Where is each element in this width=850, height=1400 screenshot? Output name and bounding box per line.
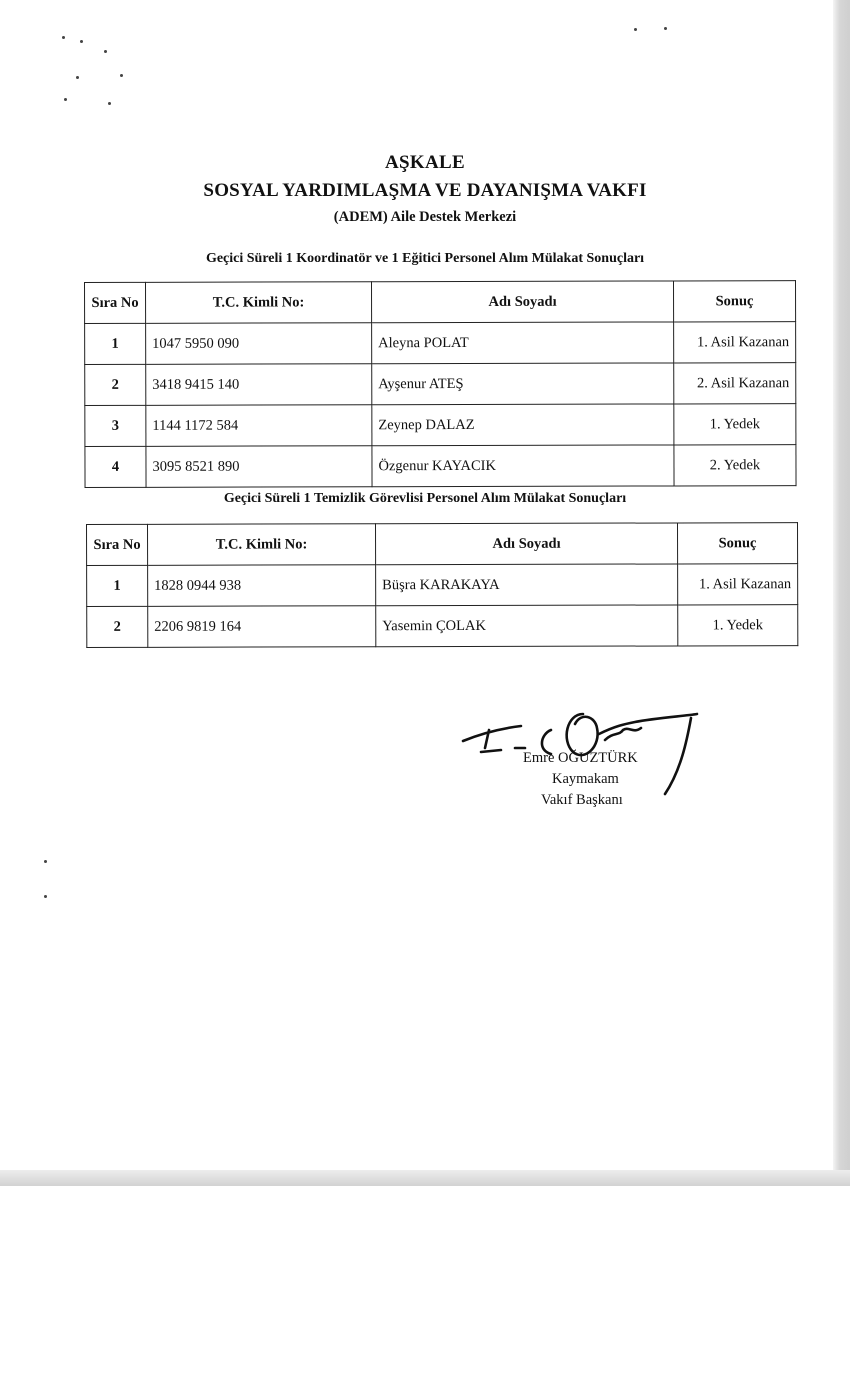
scan-speck xyxy=(80,40,83,43)
row-result: 1. Asil Kazanan xyxy=(674,322,796,363)
table-row xyxy=(85,363,796,406)
scan-speck xyxy=(634,28,637,31)
table1-caption: Geçici Süreli 1 Koordinatör ve 1 Eğitici Personel Alım Mülakat Sonuçları xyxy=(205,251,645,266)
scan-speck xyxy=(44,895,47,898)
row-id: 1047 5950 090 xyxy=(146,323,372,365)
col-header-id: T.C. Kimli No: xyxy=(148,524,376,566)
scan-edge-right xyxy=(833,0,850,1185)
table-row xyxy=(87,564,798,607)
scan-speck xyxy=(108,102,111,105)
results-table-coordinator xyxy=(84,280,797,488)
heading-center: (ADEM) Aile Destek Merkezi xyxy=(333,209,517,225)
row-order: 2 xyxy=(85,364,146,405)
col-header-name: Adı Soyadı xyxy=(376,523,678,565)
handwritten-signature xyxy=(455,700,705,810)
table-header-row xyxy=(85,281,796,324)
row-name: Büşra KARAKAYA xyxy=(376,564,678,606)
row-order: 1 xyxy=(85,323,146,364)
row-result: 1. Yedek xyxy=(674,404,796,445)
row-id: 1828 0944 938 xyxy=(148,565,376,607)
scan-edge-bottom xyxy=(0,1170,850,1186)
row-name: Özgenur KAYACIK xyxy=(372,445,674,487)
table2-caption: Geçici Süreli 1 Temizlik Görevlisi Personel Alım Mülakat Sonuçları xyxy=(223,491,627,506)
table-row xyxy=(85,322,796,365)
signatory-title: Kaymakam xyxy=(552,771,619,787)
scan-speck xyxy=(104,50,107,53)
row-id: 3095 8521 890 xyxy=(146,446,372,488)
signatory-role: Vakıf Başkanı xyxy=(541,792,623,808)
table-row xyxy=(85,404,796,447)
heading-district: AŞKALE xyxy=(385,152,465,173)
col-header-id: T.C. Kimli No: xyxy=(146,282,372,324)
row-result: 2. Yedek xyxy=(674,445,796,486)
row-result: 2. Asil Kazanan xyxy=(674,363,796,404)
scan-speck xyxy=(62,36,65,39)
scan-speck xyxy=(44,860,47,863)
signatory-name: Emre OĞUZTÜRK xyxy=(523,750,638,766)
scan-speck xyxy=(120,74,123,77)
scan-speck xyxy=(664,27,667,30)
row-order: 2 xyxy=(87,606,148,647)
col-header-order: Sıra No xyxy=(87,524,148,565)
row-order: 3 xyxy=(85,405,146,446)
col-header-result: Sonuç xyxy=(677,523,797,564)
results-table-cleaning xyxy=(86,522,798,648)
table-row xyxy=(85,445,796,488)
col-header-result: Sonuç xyxy=(673,281,795,322)
row-id: 3418 9415 140 xyxy=(146,364,372,406)
table-row xyxy=(87,605,798,648)
row-order: 4 xyxy=(85,446,146,487)
col-header-name: Adı Soyadı xyxy=(372,281,674,323)
row-name: Yasemin ÇOLAK xyxy=(376,605,678,647)
heading-foundation: SOSYAL YARDIMLAŞMA VE DAYANIŞMA VAKFI xyxy=(203,180,647,201)
row-id: 1144 1172 584 xyxy=(146,405,372,447)
row-id: 2206 9819 164 xyxy=(148,606,376,648)
row-name: Aleyna POLAT xyxy=(372,322,674,364)
scan-speck xyxy=(64,98,67,101)
scan-speck xyxy=(76,76,79,79)
row-result: 1. Asil Kazanan xyxy=(678,564,798,605)
row-name: Zeynep DALAZ xyxy=(372,404,674,446)
col-header-order: Sıra No xyxy=(85,282,146,323)
table-header-row xyxy=(87,523,798,566)
row-result: 1. Yedek xyxy=(678,605,798,646)
row-order: 1 xyxy=(87,565,148,606)
row-name: Ayşenur ATEŞ xyxy=(372,363,674,405)
